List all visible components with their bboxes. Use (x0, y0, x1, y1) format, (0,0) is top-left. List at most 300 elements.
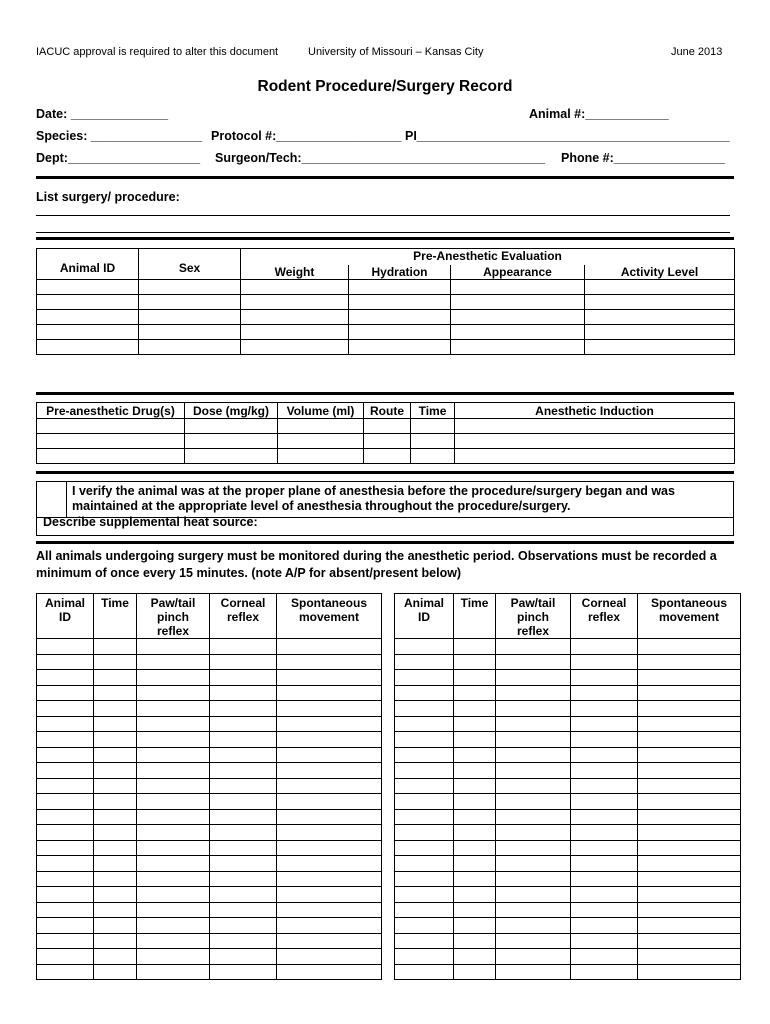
monitor-table-cell[interactable] (277, 732, 382, 748)
monitor-table-cell[interactable] (277, 747, 382, 763)
monitor-table-cell[interactable] (496, 794, 571, 810)
monitor-table-cell[interactable] (571, 871, 638, 887)
drug-table-cell[interactable] (411, 434, 455, 449)
monitor-table-cell[interactable] (37, 949, 94, 965)
monitor-table-cell[interactable] (277, 918, 382, 934)
monitor-table-cell[interactable] (210, 701, 277, 717)
monitor-table-cell[interactable] (210, 949, 277, 965)
monitor-table-cell[interactable] (496, 856, 571, 872)
monitor-table-cell[interactable] (395, 964, 454, 980)
monitor-table-cell[interactable] (94, 887, 137, 903)
monitor-table-cell[interactable] (454, 732, 496, 748)
monitor-table-cell[interactable] (395, 949, 454, 965)
monitor-table-cell[interactable] (571, 716, 638, 732)
monitor-table-cell[interactable] (137, 871, 210, 887)
monitor-table-cell[interactable] (496, 716, 571, 732)
monitor-table-cell[interactable] (137, 840, 210, 856)
monitor-table-cell[interactable] (496, 933, 571, 949)
evaluation-table-row (37, 310, 735, 325)
drug-table-cell[interactable] (411, 449, 455, 464)
monitor-table-cell[interactable] (395, 933, 454, 949)
monitor-table-cell[interactable] (395, 732, 454, 748)
monitor-table-cell[interactable] (37, 685, 94, 701)
monitor-table-cell[interactable] (137, 701, 210, 717)
monitor-table-cell[interactable] (94, 732, 137, 748)
monitor-table-cell[interactable] (496, 763, 571, 779)
monitor-table-cell[interactable] (210, 840, 277, 856)
monitor-table-cell[interactable] (496, 825, 571, 841)
monitor-table-cell[interactable] (210, 964, 277, 980)
monitor-table-cell[interactable] (454, 856, 496, 872)
monitor-table-cell[interactable] (137, 732, 210, 748)
evaluation-table-cell[interactable] (241, 325, 349, 340)
monitor-table-cell[interactable] (395, 902, 454, 918)
monitor-table-cell[interactable] (94, 778, 137, 794)
drug-table-cell[interactable] (37, 434, 185, 449)
monitor-table-cell[interactable] (37, 856, 94, 872)
evaluation-table-cell[interactable] (451, 295, 585, 310)
monitor-table-cell[interactable] (277, 716, 382, 732)
monitor-table-cell[interactable] (37, 763, 94, 779)
evaluation-table-cell[interactable] (585, 280, 735, 295)
monitor-table-cell[interactable] (496, 964, 571, 980)
monitor-table-cell[interactable] (638, 871, 741, 887)
monitor-table-cell[interactable] (94, 809, 137, 825)
monitor-table-cell[interactable] (94, 654, 137, 670)
evaluation-table-cell[interactable] (585, 325, 735, 340)
monitor-table-cell[interactable] (496, 701, 571, 717)
monitor-table-cell[interactable] (277, 654, 382, 670)
monitor-table-cell[interactable] (454, 716, 496, 732)
monitor-table-cell[interactable] (94, 871, 137, 887)
monitor-table-cell[interactable] (37, 716, 94, 732)
monitor-table-cell[interactable] (277, 763, 382, 779)
monitor-table-cell[interactable] (137, 685, 210, 701)
monitor-table-cell[interactable] (454, 778, 496, 794)
monitor-table-cell[interactable] (571, 747, 638, 763)
monitor-table-cell[interactable] (571, 933, 638, 949)
evaluation-table-cell[interactable] (349, 280, 451, 295)
monitor-table-cell[interactable] (395, 654, 454, 670)
monitor-table-cell[interactable] (277, 902, 382, 918)
monitor-table-cell[interactable] (638, 887, 741, 903)
col-header-animal-id: Animal ID (37, 249, 139, 280)
monitor-table-cell[interactable] (277, 933, 382, 949)
monitor-table-cell[interactable] (94, 794, 137, 810)
monitor-table-cell[interactable] (210, 809, 277, 825)
drug-table-cell[interactable] (185, 449, 278, 464)
evaluation-table-cell[interactable] (139, 280, 241, 295)
monitor-table-cell[interactable] (571, 732, 638, 748)
surgeon-field[interactable]: Surgeon/Tech:___________________________________ (215, 151, 545, 165)
monitor-table-cell[interactable] (454, 871, 496, 887)
monitor-table-cell[interactable] (496, 654, 571, 670)
monitor-table-cell[interactable] (571, 685, 638, 701)
monitor-table-cell[interactable] (395, 670, 454, 686)
evaluation-table-cell[interactable] (241, 280, 349, 295)
monitor-table-cell[interactable] (395, 887, 454, 903)
monitor-table-cell[interactable] (210, 794, 277, 810)
monitor-table-cell[interactable] (454, 809, 496, 825)
header-left: IACUC approval is required to alter this document (36, 46, 279, 58)
drug-table-cell[interactable] (185, 419, 278, 434)
monitor-table-cell[interactable] (638, 732, 741, 748)
procedure-label: List surgery/ procedure: (36, 190, 180, 204)
monitor-table-cell[interactable] (37, 840, 94, 856)
monitor-table-cell[interactable] (137, 825, 210, 841)
monitor-table-cell[interactable] (94, 825, 137, 841)
monitor-table-cell[interactable] (395, 871, 454, 887)
monitor-table-cell[interactable] (37, 964, 94, 980)
monitor-table-cell[interactable] (638, 949, 741, 965)
monitor-table-cell[interactable] (37, 933, 94, 949)
monitor-table-cell[interactable] (454, 794, 496, 810)
evaluation-table-cell[interactable] (349, 340, 451, 355)
monitor-table-cell[interactable] (638, 716, 741, 732)
monitor-table-cell[interactable] (496, 778, 571, 794)
monitor-table-cell[interactable] (277, 639, 382, 655)
drug-table-cell[interactable] (455, 449, 735, 464)
monitor-table-cell[interactable] (571, 639, 638, 655)
monitor-table-cell[interactable] (210, 887, 277, 903)
monitor-table-cell[interactable] (571, 949, 638, 965)
monitor-table-row (37, 902, 382, 918)
procedure-line-1[interactable] (36, 215, 730, 216)
evaluation-table-cell[interactable] (451, 325, 585, 340)
monitor-instruction-1: All animals undergoing surgery must be monitored during the anesthetic period. Observations must be recorded a (36, 549, 717, 563)
monitor-table-cell[interactable] (638, 639, 741, 655)
drug-table-cell[interactable] (364, 434, 411, 449)
monitor-table-cell[interactable] (210, 763, 277, 779)
verify-line-1: I verify the animal was at the proper plane of anesthesia before the procedure/surgery began and was (72, 484, 675, 498)
monitor-table-cell[interactable] (210, 747, 277, 763)
phone-field[interactable]: Phone #:________________ (561, 151, 726, 165)
monitor-table-cell[interactable] (37, 794, 94, 810)
monitor-table-cell[interactable] (37, 825, 94, 841)
monitor-table-cell[interactable] (94, 639, 137, 655)
monitor-table-cell[interactable] (454, 685, 496, 701)
monitor-table-cell[interactable] (277, 794, 382, 810)
evaluation-table-cell[interactable] (451, 280, 585, 295)
monitor-table-cell[interactable] (571, 701, 638, 717)
monitor-table-cell[interactable] (137, 794, 210, 810)
monitor-table-row (37, 887, 382, 903)
monitor-table-cell[interactable] (571, 809, 638, 825)
monitor-table-cell[interactable] (137, 918, 210, 934)
monitor-table-cell[interactable] (137, 763, 210, 779)
monitor-table-cell[interactable] (496, 918, 571, 934)
monitor-table-cell[interactable] (210, 654, 277, 670)
monitor-table-cell[interactable] (454, 763, 496, 779)
monitor-table-cell[interactable] (277, 701, 382, 717)
monitor-table-cell[interactable] (454, 670, 496, 686)
monitor-table-cell[interactable] (454, 825, 496, 841)
monitor-table-cell[interactable] (571, 902, 638, 918)
monitor-table-cell[interactable] (571, 794, 638, 810)
monitor-table-cell[interactable] (210, 871, 277, 887)
evaluation-table-cell[interactable] (451, 340, 585, 355)
monitor-table-cell[interactable] (395, 918, 454, 934)
evaluation-table-cell[interactable] (585, 295, 735, 310)
monitor-table-cell[interactable] (395, 747, 454, 763)
monitor-table-cell[interactable] (137, 902, 210, 918)
evaluation-table-cell[interactable] (139, 340, 241, 355)
evaluation-table-cell[interactable] (451, 310, 585, 325)
evaluation-table-cell[interactable] (37, 340, 139, 355)
monitor-table-cell[interactable] (395, 794, 454, 810)
monitor-table-cell[interactable] (277, 871, 382, 887)
col-header-sex: Sex (139, 249, 241, 280)
monitor-table-cell[interactable] (454, 639, 496, 655)
monitor-table-cell[interactable] (94, 902, 137, 918)
date-field[interactable]: Date: ______________ (36, 107, 169, 121)
monitor-table-cell[interactable] (137, 949, 210, 965)
monitor-table-cell[interactable] (137, 716, 210, 732)
monitor-table-row (37, 654, 382, 670)
drug-table-cell[interactable] (364, 419, 411, 434)
monitor-table-cell[interactable] (638, 825, 741, 841)
monitor-table-cell[interactable] (638, 840, 741, 856)
monitor-table-cell[interactable] (277, 809, 382, 825)
protocol-field[interactable]: Protocol #:__________________ (211, 129, 402, 143)
monitor-table-cell[interactable] (210, 825, 277, 841)
monitor-table-cell[interactable] (395, 685, 454, 701)
monitor-table-cell[interactable] (94, 933, 137, 949)
monitor-table-cell[interactable] (395, 701, 454, 717)
evaluation-table-cell[interactable] (241, 295, 349, 310)
monitor-table-cell[interactable] (37, 747, 94, 763)
monitor-table-cell[interactable] (571, 778, 638, 794)
monitor-table-cell[interactable] (638, 778, 741, 794)
evaluation-table-cell[interactable] (139, 325, 241, 340)
monitor-table-cell[interactable] (496, 639, 571, 655)
drug-table-cell[interactable] (455, 434, 735, 449)
monitor-table-cell[interactable] (137, 964, 210, 980)
monitor-table-cell[interactable] (94, 763, 137, 779)
evaluation-table-cell[interactable] (585, 340, 735, 355)
monitor-table-cell[interactable] (37, 670, 94, 686)
monitor-table-cell[interactable] (395, 716, 454, 732)
monitor-table-cell[interactable] (94, 716, 137, 732)
monitor-table-cell[interactable] (571, 918, 638, 934)
drug-table-cell[interactable] (455, 419, 735, 434)
monitor-table-cell[interactable] (496, 685, 571, 701)
evaluation-table-cell[interactable] (241, 340, 349, 355)
monitor-table-cell[interactable] (210, 918, 277, 934)
monitor-table-cell[interactable] (454, 701, 496, 717)
monitor-table-cell[interactable] (571, 763, 638, 779)
dept-field[interactable]: Dept:___________________ (36, 151, 201, 165)
monitor-table-cell[interactable] (277, 825, 382, 841)
monitor-table-cell[interactable] (210, 639, 277, 655)
monitor-table-cell[interactable] (210, 732, 277, 748)
monitor-table-row (395, 654, 741, 670)
monitor-table-cell[interactable] (638, 654, 741, 670)
header-center: University of Missouri – Kansas City (308, 46, 484, 58)
monitor-table-cell[interactable] (496, 732, 571, 748)
evaluation-table-cell[interactable] (349, 310, 451, 325)
monitor-table-row (395, 964, 741, 980)
monitor-table-cell[interactable] (638, 701, 741, 717)
monitor-table-cell[interactable] (210, 933, 277, 949)
monitor-table-cell[interactable] (277, 840, 382, 856)
monitor-table-cell[interactable] (277, 964, 382, 980)
monitor-table-cell[interactable] (454, 902, 496, 918)
monitor-table-cell[interactable] (454, 654, 496, 670)
monitor-table-cell[interactable] (638, 856, 741, 872)
monitor-table-cell[interactable] (277, 685, 382, 701)
monitor-table-cell[interactable] (137, 670, 210, 686)
monitor-table-cell[interactable] (37, 809, 94, 825)
monitor-table-cell[interactable] (454, 933, 496, 949)
monitor-table-cell[interactable] (496, 809, 571, 825)
evaluation-table-cell[interactable] (139, 310, 241, 325)
evaluation-table-cell[interactable] (37, 325, 139, 340)
monitor-table-cell[interactable] (638, 918, 741, 934)
monitor-table-cell[interactable] (94, 701, 137, 717)
monitor-table-cell[interactable] (210, 716, 277, 732)
monitor-table-cell[interactable] (638, 763, 741, 779)
evaluation-table-cell[interactable] (37, 280, 139, 295)
monitor-table-cell[interactable] (395, 825, 454, 841)
divider (36, 237, 734, 240)
monitor-table-cell[interactable] (37, 654, 94, 670)
drug-table-cell[interactable] (278, 419, 364, 434)
monitor-table-cell[interactable] (395, 840, 454, 856)
drug-table-cell[interactable] (364, 449, 411, 464)
divider (36, 541, 734, 544)
monitor-table-cell[interactable] (454, 964, 496, 980)
monitor-table-cell[interactable] (277, 778, 382, 794)
col-header-weight: Weight (241, 265, 349, 280)
monitor-table-cell[interactable] (94, 964, 137, 980)
monitor-table-cell[interactable] (94, 949, 137, 965)
monitor-table-cell[interactable] (496, 902, 571, 918)
monitor-table-cell[interactable] (496, 747, 571, 763)
monitor-table-cell[interactable] (638, 933, 741, 949)
evaluation-table-cell[interactable] (241, 310, 349, 325)
evaluation-table-cell[interactable] (37, 295, 139, 310)
monitor-table-cell[interactable] (137, 747, 210, 763)
monitor-table-cell[interactable] (137, 654, 210, 670)
monitor-table-cell[interactable] (454, 747, 496, 763)
monitor-table-cell[interactable] (571, 840, 638, 856)
monitor-table-cell[interactable] (454, 918, 496, 934)
monitor-table-cell[interactable] (571, 654, 638, 670)
monitor-table-cell[interactable] (210, 856, 277, 872)
monitor-table-cell[interactable] (137, 933, 210, 949)
monitor-table-cell[interactable] (94, 685, 137, 701)
monitor-table-cell[interactable] (277, 856, 382, 872)
monitor-table-cell[interactable] (137, 809, 210, 825)
evaluation-table-cell[interactable] (37, 310, 139, 325)
monitor-table-cell[interactable] (137, 778, 210, 794)
monitor-table-cell[interactable] (638, 794, 741, 810)
monitor-table-cell[interactable] (496, 949, 571, 965)
monitor-table-cell[interactable] (37, 887, 94, 903)
monitor-table-cell[interactable] (395, 763, 454, 779)
monitor-table-cell[interactable] (210, 902, 277, 918)
monitor-table-cell[interactable] (277, 670, 382, 686)
monitor-table-cell[interactable] (496, 670, 571, 686)
monitor-table-cell[interactable] (571, 825, 638, 841)
evaluation-table-cell[interactable] (349, 325, 451, 340)
monitor-table-cell[interactable] (277, 887, 382, 903)
monitor-table-cell[interactable] (210, 685, 277, 701)
verification-box (36, 481, 734, 536)
monitor-table-cell[interactable] (37, 778, 94, 794)
monitor-table-cell[interactable] (37, 871, 94, 887)
monitor-table-row (395, 856, 741, 872)
drug-table-cell[interactable] (185, 434, 278, 449)
monitor-table-cell[interactable] (638, 670, 741, 686)
monitor-table-cell[interactable] (137, 887, 210, 903)
monitor-table-cell[interactable] (37, 902, 94, 918)
monitor-table-cell[interactable] (496, 887, 571, 903)
monitor-table-cell[interactable] (395, 856, 454, 872)
drug-table-cell[interactable] (278, 449, 364, 464)
evaluation-table-cell[interactable] (139, 295, 241, 310)
drug-table-cell[interactable] (411, 419, 455, 434)
monitor-table-cell[interactable] (37, 918, 94, 934)
monitor-table-cell[interactable] (496, 871, 571, 887)
monitor-table-cell[interactable] (37, 732, 94, 748)
monitor-table-cell[interactable] (210, 778, 277, 794)
monitor-table-cell[interactable] (94, 856, 137, 872)
monitor-table-cell[interactable] (94, 918, 137, 934)
monitor-table-cell[interactable] (638, 902, 741, 918)
monitor-table-cell[interactable] (638, 747, 741, 763)
monitor-table-cell[interactable] (454, 840, 496, 856)
monitor-table-cell[interactable] (571, 964, 638, 980)
monitor-table-cell[interactable] (571, 856, 638, 872)
monitor-table-cell[interactable] (395, 809, 454, 825)
evaluation-table-cell[interactable] (349, 295, 451, 310)
monitor-table-cell[interactable] (37, 639, 94, 655)
monitor-table-cell[interactable] (395, 639, 454, 655)
monitor-table-row (37, 825, 382, 841)
evaluation-table-cell[interactable] (585, 310, 735, 325)
animal-number-field[interactable]: Animal #:____________ (529, 107, 669, 121)
monitor-table-cell[interactable] (94, 747, 137, 763)
monitor-table-cell[interactable] (496, 840, 571, 856)
heat-source-field[interactable]: Describe supplemental heat source: (43, 515, 258, 529)
monitor-table-cell[interactable] (94, 840, 137, 856)
verify-checkbox[interactable] (66, 482, 67, 518)
monitor-table-cell[interactable] (37, 701, 94, 717)
monitor-table-cell[interactable] (571, 887, 638, 903)
monitor-table-cell[interactable] (638, 964, 741, 980)
monitor-table-cell[interactable] (277, 949, 382, 965)
pi-field[interactable]: PI_____________________________________________ (405, 129, 730, 143)
monitor-table-cell[interactable] (395, 778, 454, 794)
monitor-table-cell[interactable] (137, 856, 210, 872)
monitor-table-cell[interactable] (454, 949, 496, 965)
monitor-table-cell[interactable] (137, 639, 210, 655)
monitor-table-cell[interactable] (571, 670, 638, 686)
col-header-appearance: Appearance (451, 265, 585, 280)
drug-table-cell[interactable] (278, 434, 364, 449)
monitor-table-cell[interactable] (94, 670, 137, 686)
drug-table-cell[interactable] (37, 419, 185, 434)
monitor-table-cell[interactable] (638, 685, 741, 701)
procedure-line-2[interactable] (36, 232, 730, 233)
species-field[interactable]: Species: ________________ (36, 129, 203, 143)
monitor-table-cell[interactable] (210, 670, 277, 686)
monitor-table-cell[interactable] (454, 887, 496, 903)
drug-table-cell[interactable] (37, 449, 185, 464)
monitor-table-cell[interactable] (638, 809, 741, 825)
